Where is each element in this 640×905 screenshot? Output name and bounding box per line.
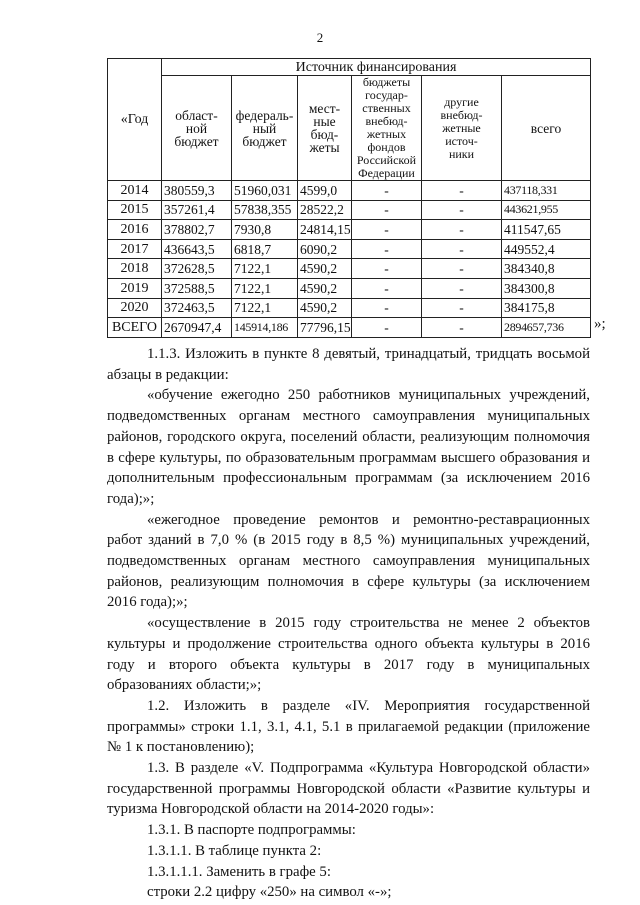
- year-header: «Год: [108, 59, 162, 181]
- body-text: [107, 344, 590, 903]
- paragraph: 1.2. Изложить в разделе «IV. Мероприятия государственной программы» строки 1.1, 3.1, 4.1, 5.1 в прилагаемой редакции (приложение № 1 к постановлению);: [107, 697, 590, 756]
- table-row: [108, 181, 591, 201]
- page-number: 2: [316, 30, 324, 45]
- value-cell: 57838,355: [232, 200, 298, 220]
- paragraph: «осуществление в 2015 году строительства не менее 2 объектов культуры и продолжение строительства одного объекта культуры в 2016 году и второго объекта культуры в 2017 году в муниципальных образованиях области;»;: [107, 615, 590, 694]
- value-cell: 437118,331: [502, 181, 591, 201]
- table-row: [108, 259, 591, 279]
- table-closer: »;: [594, 316, 606, 332]
- value-cell: -: [422, 259, 502, 279]
- paragraph: «обучение ежегодно 250 работников муниципальных учреждений, подведомственных органам местного самоуправления муниципальных районов, городского округа, поселений области, реализующим полномочия в сфере культуры, по образовательным программам высшего образования и дополнительным профессиональным программам (за исключением 2016 года);»;: [107, 387, 590, 507]
- paragraph: 1.3.1. В паспорте подпрограммы:: [147, 822, 356, 839]
- value-cell: -: [422, 298, 502, 318]
- value-cell: 384300,8: [502, 278, 591, 298]
- paragraph: 1.1.3. Изложить в пункте 8 девятый, тринадцатый, тридцать восьмой абзацы в редакции:: [107, 346, 590, 383]
- column-header: другие внебюд- жетные источ- ники: [422, 76, 502, 181]
- value-cell: 411547,65: [502, 220, 591, 240]
- year-cell: 2020: [108, 298, 162, 318]
- value-cell: -: [352, 239, 422, 259]
- value-cell: 77796,15: [298, 318, 352, 338]
- value-cell: 2894657,736: [502, 318, 591, 338]
- value-cell: -: [422, 278, 502, 298]
- value-cell: 4590,2: [298, 278, 352, 298]
- table-row: [108, 239, 591, 259]
- value-cell: -: [422, 239, 502, 259]
- year-cell: 2015: [108, 200, 162, 220]
- column-header: мест- ные бюд- жеты: [298, 76, 352, 181]
- value-cell: 6090,2: [298, 239, 352, 259]
- value-cell: -: [422, 318, 502, 338]
- paragraph: 1.3. В разделе «V. Подпрограмма «Культура Новгородской области» государственной программы Новгородской области «Развитие культуры и туризма Новгородской области на 2014-2020 годы»:: [107, 760, 590, 818]
- value-cell: 4599,0: [298, 181, 352, 201]
- paragraph: 1.3.1.1. В таблице пункта 2:: [147, 842, 322, 859]
- value-cell: 7122,1: [232, 278, 298, 298]
- value-cell: 145914,186: [232, 318, 298, 338]
- value-cell: -: [352, 318, 422, 338]
- column-header: бюджеты государ- ственных внебюд- жетных фондов Российской Федерации: [352, 76, 422, 181]
- value-cell: 51960,031: [232, 181, 298, 201]
- column-header: област- ной бюджет: [162, 76, 232, 181]
- value-cell: 372463,5: [162, 298, 232, 318]
- value-cell: 4590,2: [298, 259, 352, 279]
- year-cell: 2017: [108, 239, 162, 259]
- value-cell: 7930,8: [232, 220, 298, 240]
- value-cell: 443621,955: [502, 200, 591, 220]
- value-cell: 449552,4: [502, 239, 591, 259]
- value-cell: 28522,2: [298, 200, 352, 220]
- value-cell: -: [352, 220, 422, 240]
- value-cell: -: [422, 220, 502, 240]
- year-cell: 2016: [108, 220, 162, 240]
- value-cell: 7122,1: [232, 259, 298, 279]
- paragraph: «ежегодное проведение ремонтов и ремонтно-реставрационных работ зданий в 7,0 % (в 2015 году в 8,5 %) муниципальных учреждений, подведомственных органам местного самоуправления муниципальных районов, реализующим полномочия в сфере культуры (за исключением 2016 года);»;: [107, 511, 590, 611]
- table-row: [108, 298, 591, 318]
- year-cell: 2014: [108, 181, 162, 201]
- value-cell: -: [352, 181, 422, 201]
- value-cell: -: [352, 278, 422, 298]
- table-row: [108, 278, 591, 298]
- value-cell: 380559,3: [162, 181, 232, 201]
- value-cell: -: [352, 259, 422, 279]
- table-row: [108, 318, 591, 338]
- table-row: [108, 220, 591, 240]
- value-cell: 2670947,4: [162, 318, 232, 338]
- value-cell: 384340,8: [502, 259, 591, 279]
- table-row: [108, 200, 591, 220]
- financing-table: [107, 58, 591, 338]
- value-cell: 436643,5: [162, 239, 232, 259]
- source-header: Источник финансирования: [162, 59, 591, 76]
- value-cell: -: [352, 200, 422, 220]
- column-header: федераль- ный бюджет: [232, 76, 298, 181]
- value-cell: -: [422, 181, 502, 201]
- value-cell: 384175,8: [502, 298, 591, 318]
- year-cell: ВСЕГО: [108, 318, 162, 338]
- value-cell: -: [352, 298, 422, 318]
- value-cell: 372588,5: [162, 278, 232, 298]
- value-cell: 372628,5: [162, 259, 232, 279]
- year-cell: 2018: [108, 259, 162, 279]
- column-header: всего: [502, 76, 591, 181]
- paragraph: 1.3.1.1.1. Заменить в графе 5:: [147, 863, 331, 880]
- value-cell: 357261,4: [162, 200, 232, 220]
- value-cell: 378802,7: [162, 220, 232, 240]
- paragraph: строки 2.2 цифру «250» на символ «-»;: [147, 884, 392, 901]
- value-cell: 24814,15: [298, 220, 352, 240]
- value-cell: 6818,7: [232, 239, 298, 259]
- value-cell: -: [422, 200, 502, 220]
- value-cell: 7122,1: [232, 298, 298, 318]
- value-cell: 4590,2: [298, 298, 352, 318]
- year-cell: 2019: [108, 278, 162, 298]
